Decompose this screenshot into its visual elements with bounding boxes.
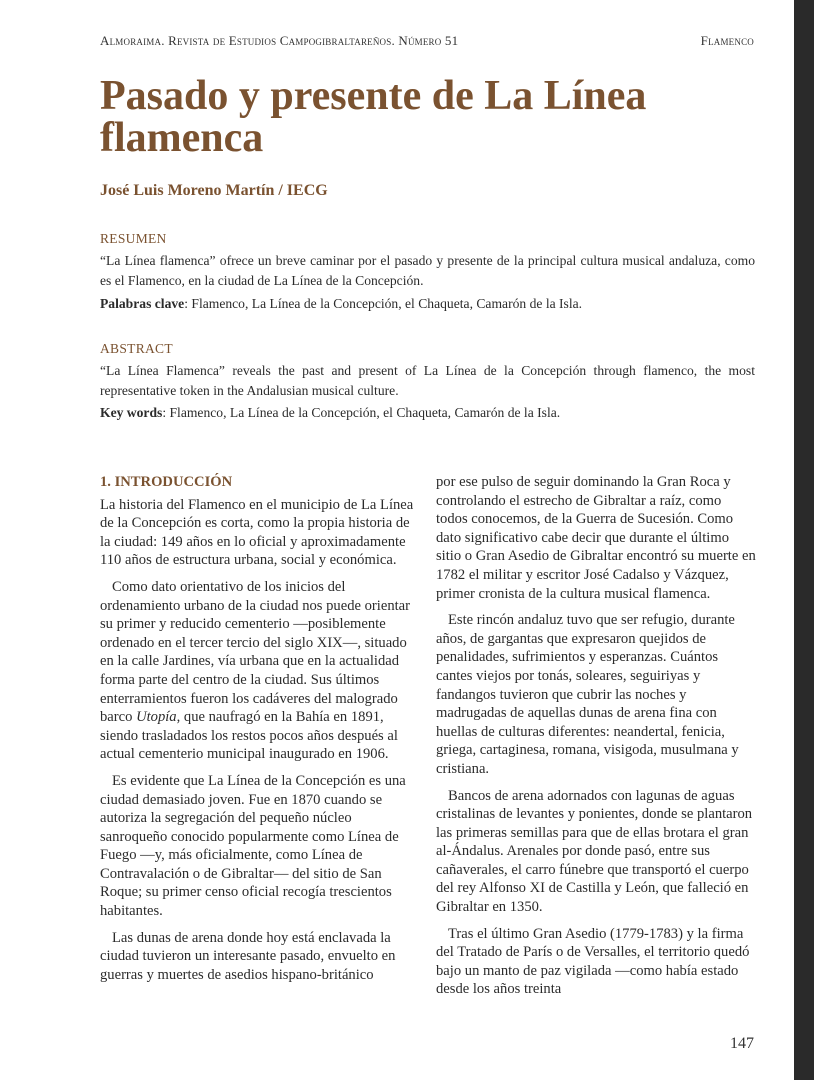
ship-name: Utopía [136,709,177,726]
body-paragraph: Como dato orientativo de los inicios del ordenamiento urbano de la ciudad nos puede orientar su primer y reducido cementerio —posiblemente ordenado en el tercer tercio del siglo XIX—, situado en la calle Jardines, vía urbana que en la actualidad forma parte del centro de la ciudad. Sus últimos enterramientos fueron los cadáveres del malogrado barco Utopía, que naufragó en la Bahía en 1891, siendo trasladados los restos pocos años después al actual cementerio municipal inaugurado en 1906. [100,578,411,763]
page-edge-bar [794,0,814,1080]
section-heading: 1. INTRODUCCIÓN [100,474,233,490]
article-title: Pasado y presente de La Línea flamenca [100,73,647,161]
keywords-label: Key words [100,405,163,420]
abstract-keywords [100,403,755,423]
page-number: 147 [730,1035,754,1052]
abstract-text: “La Línea Flamenca” reveals the past and present of La Línea de la Concepción through flamenco, the most representative token in the Andalusian musical culture. [100,363,755,398]
keywords-list: : Flamenco, La Línea de la Concepción, el Chaqueta, Camarón de la Isla. [184,296,583,311]
body-paragraph: Este rincón andaluz tuvo que ser refugio, durante años, de gargantas que expresaron quejidos de penalidades, sufrimientos y esperanzas. Cuántos cantes viejos por tonás, soleares, seguiriyas y fandangos tuvieron que cubrir las noches y madrugadas de aquellas dunas de arena fina con huellas de culturas diferentes: neandertal, fenicia, griega, cartaginesa, romana, visigoda, musulmana y cristiana. [436,612,739,777]
body-paragraph: Las dunas de arena donde hoy está enclavada la ciudad tuvieron un interesante pasado, envuelto en guerras y muertes de asedios hispano-británico [100,929,396,983]
abstract-label: ABSTRACT [100,341,173,356]
article-author: José Luis Moreno Martín / IECG [100,182,328,199]
resumen-text: “La Línea flamenca” ofrece un breve caminar por el pasado y presente de la principal cultura musical andaluza, como es el Flamenco, en la ciudad de La Línea de la Concepción. [100,253,755,288]
body-paragraph: por ese pulso de seguir dominando la Gran Roca y controlando el estrecho de Gibraltar a raíz, como todos conocemos, de la Guerra de Sucesión. Como dato significativo cabe decir que durante el último sitio o Gran Asedio de Gibraltar encontró su muerte en 1782 el militar y escritor José Cadalso y Vázquez, primer cronista de la cultura musical flamenca. [436,474,756,602]
journal-running-head: Almoraima. Revista de Estudios Campogibraltareños. Número 51 [100,33,459,48]
resumen-keywords [100,294,755,314]
keywords-list: : Flamenco, La Línea de la Concepción, el Chaqueta, Camarón de la Isla. [162,405,561,420]
section-running-head: Flamenco [700,33,754,48]
body-paragraph: Bancos de arena adornados con lagunas de aguas cristalinas de levantes y ponientes, donde se plantaron las primeras semillas para que de ellas brotara el gran al-Ándalus. Arenales por donde pasó, entre sus cañaverales, el carro fúnebre que transportó el cuerpo del rey Alfonso XI de Castilla y León, que falleció en Gibraltar en 1350. [436,787,753,916]
body-column-right [436,473,756,1007]
resumen-label: RESUMEN [100,231,167,246]
body-column-left [100,473,418,992]
body-paragraph: Es evidente que La Línea de la Concepción es una ciudad demasiado joven. Fue en 1870 cuando se autoriza la segregación del pequeño núcleo sanroqueño conocido popularmente como Línea de Fuego —y, más oficialmente, como Línea de Contravalación o de Gibraltar— del sitio de San Roque; su primer censo oficial recogía trescientos habitantes. [100,772,406,920]
keywords-label: Palabras clave [100,296,185,311]
body-paragraph: La historia del Flamenco en el municipio de La Línea de la Concepción es corta, como la propia historia de la ciudad: 149 años en lo oficial y aproximadamente 110 años de estructura urbana, social y económica. [100,496,414,569]
body-paragraph: Tras el último Gran Asedio (1779-1783) y la firma del Tratado de París o de Versalles, el territorio quedó bajo un manto de paz vigilada —como había estado desde los años treinta [436,925,750,998]
